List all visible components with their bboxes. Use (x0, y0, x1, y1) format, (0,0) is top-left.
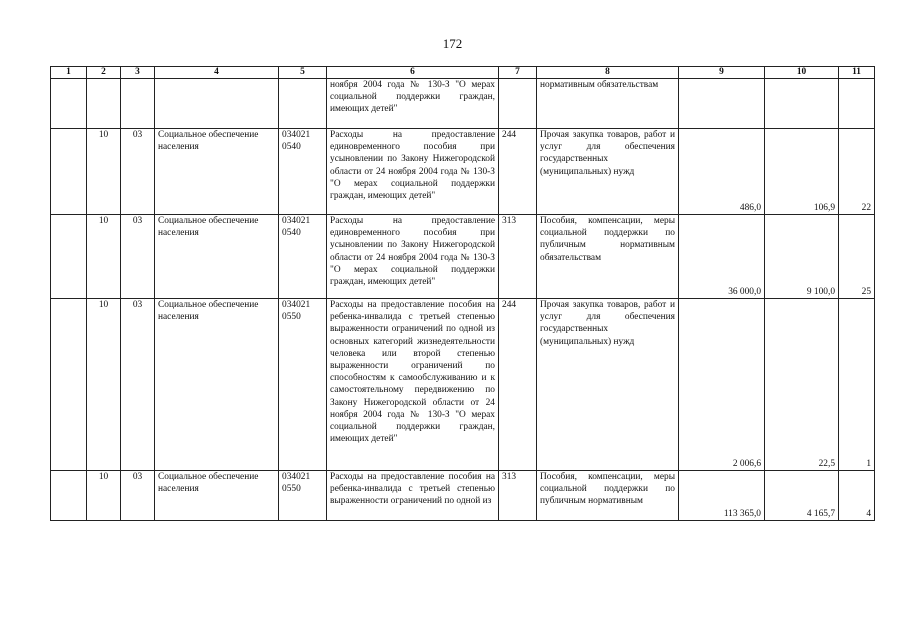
cell: 10 (87, 471, 121, 521)
cell: 4 165,7 (765, 471, 839, 521)
cell (279, 79, 327, 129)
cell: 10 (87, 215, 121, 299)
cell: 10 (87, 299, 121, 471)
cell: Расходы на предоставление единовременного пособия при усыновлении по Закону Нижегородской области от 24 ноября 2004 года № 130-З "О мерах социальной поддержки граждан, имеющих детей" (327, 129, 499, 215)
cell: 313 (499, 471, 537, 521)
table-row (51, 215, 875, 299)
cell: 03 (121, 299, 155, 471)
cell (155, 79, 279, 129)
col-header: 1 (51, 67, 87, 79)
cell: 034021 0550 (279, 299, 327, 471)
cell: Социальное обеспечение населения (155, 471, 279, 521)
col-header: 10 (765, 67, 839, 79)
cell: 486,0 (679, 129, 765, 215)
cell: 25 (839, 215, 875, 299)
page-number: 172 (442, 36, 463, 51)
cell (51, 129, 87, 215)
cell: Расходы на предоставление пособия на ребенка-инвалида с третьей степенью выраженности ограничений по одной из основных категорий жизнедеятельности человека или второй степенью выраженности ограничений по способностям к самообслуживанию и к самостоятельному передвижению по Закону Нижегородской области от 24 ноября 2004 года № 130-З "О мерах социальной поддержки граждан, имеющих детей" (327, 299, 499, 471)
cell: 034021 0540 (279, 129, 327, 215)
cell: 113 365,0 (679, 471, 765, 521)
cell: 034021 0540 (279, 215, 327, 299)
table-row (51, 129, 875, 215)
cell: Социальное обеспечение населения (155, 215, 279, 299)
cell (87, 79, 121, 129)
cell (121, 79, 155, 129)
cell: 22 (839, 129, 875, 215)
cell: 313 (499, 215, 537, 299)
cell (499, 79, 537, 129)
cell: 244 (499, 129, 537, 215)
cell: 03 (121, 471, 155, 521)
col-header: 9 (679, 67, 765, 79)
cell: Социальное обеспечение населения (155, 299, 279, 471)
header-row (51, 67, 875, 79)
cell: нормативным обязательствам (537, 79, 679, 129)
cell: 106,9 (765, 129, 839, 215)
col-header: 11 (839, 67, 875, 79)
cell: 4 (839, 471, 875, 521)
cell: 9 100,0 (765, 215, 839, 299)
table-row (51, 471, 875, 521)
cell: Социальное обеспечение населения (155, 129, 279, 215)
cell (51, 471, 87, 521)
cell (51, 79, 87, 129)
budget-table (50, 66, 875, 521)
cell: 244 (499, 299, 537, 471)
cell (765, 79, 839, 129)
cell: Пособия, компенсации, меры социальной поддержки по публичным нормативным обязательствам (537, 215, 679, 299)
col-header: 4 (155, 67, 279, 79)
cell: 03 (121, 129, 155, 215)
cell (51, 299, 87, 471)
cell: Прочая закупка товаров, работ и услуг для обеспечения государственных (муниципальных) нужд (537, 299, 679, 471)
col-header: 6 (327, 67, 499, 79)
table-row (51, 79, 875, 129)
cell: 03 (121, 215, 155, 299)
cell (839, 79, 875, 129)
cell: 10 (87, 129, 121, 215)
cell: 2 006,6 (679, 299, 765, 471)
col-header: 8 (537, 67, 679, 79)
col-header: 7 (499, 67, 537, 79)
col-header: 5 (279, 67, 327, 79)
cell (679, 79, 765, 129)
cell: 034021 0550 (279, 471, 327, 521)
cell: 36 000,0 (679, 215, 765, 299)
cell: ноября 2004 года № 130-З "О мерах социальной поддержки граждан, имеющих детей" (327, 79, 499, 129)
col-header: 3 (121, 67, 155, 79)
cell: Прочая закупка товаров, работ и услуг для обеспечения государственных (муниципальных) нужд (537, 129, 679, 215)
table-row (51, 299, 875, 471)
cell: Расходы на предоставление пособия на ребенка-инвалида с третьей степенью выраженности ограничений по одной из (327, 471, 499, 521)
cell (51, 215, 87, 299)
cell: Пособия, компенсации, меры социальной поддержки по публичным нормативным (537, 471, 679, 521)
cell: 22,5 (765, 299, 839, 471)
cell: Расходы на предоставление единовременного пособия при усыновлении по Закону Нижегородской области от 24 ноября 2004 года № 130-З "О мерах социальной поддержки граждан, имеющих детей" (327, 215, 499, 299)
cell: 1 (839, 299, 875, 471)
col-header: 2 (87, 67, 121, 79)
